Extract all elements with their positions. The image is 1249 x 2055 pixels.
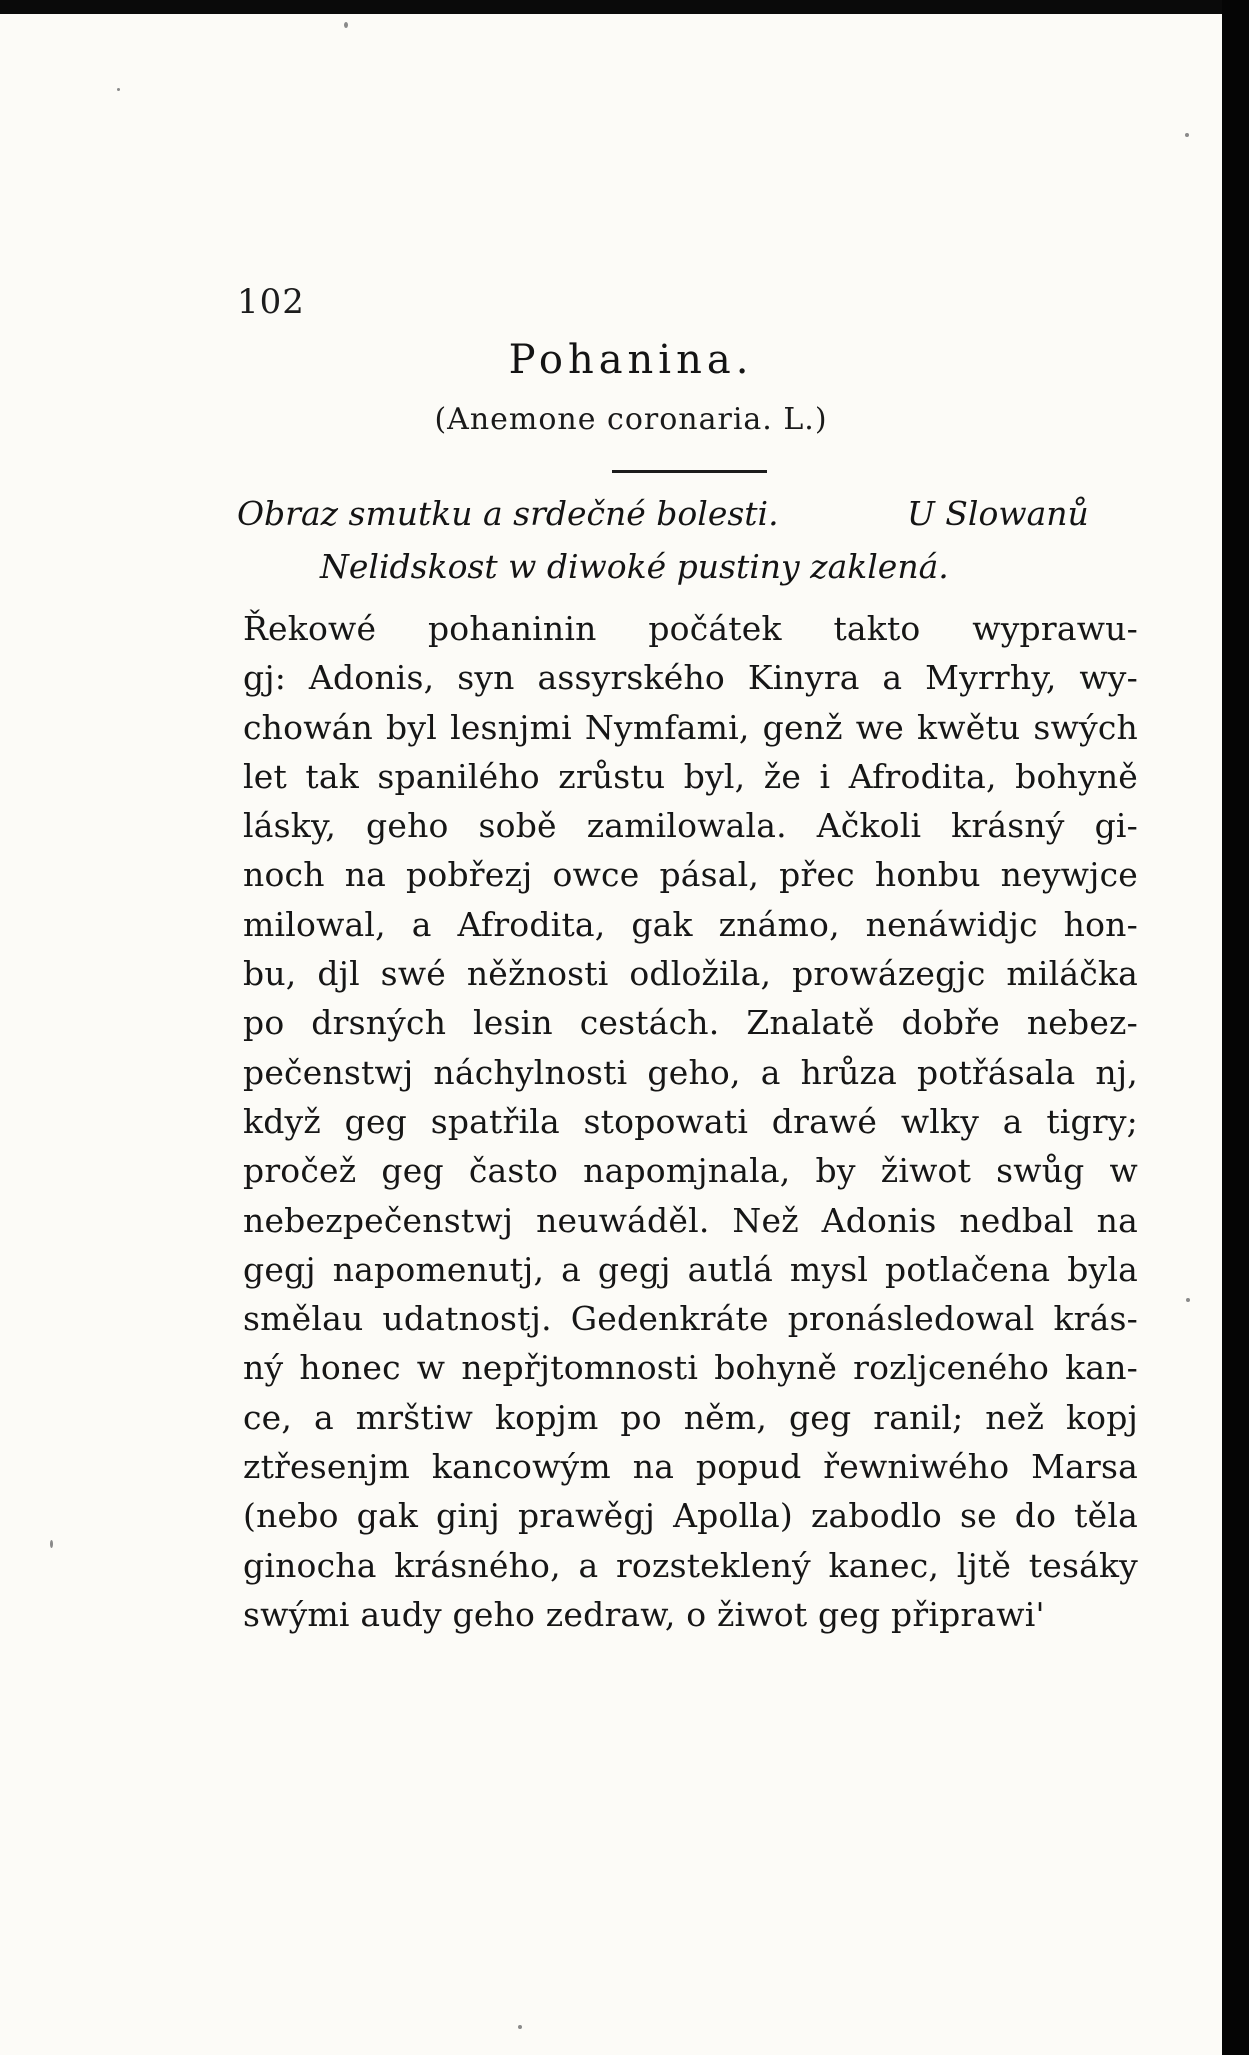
text-line: ce, a mrštiw kopjm po něm, geg ranil; než kopj — [243, 1397, 1138, 1437]
text-line: let tak spanilého zrůstu byl, že i Afrodita, bohyně — [243, 756, 1138, 796]
text-line: milowal, a Afrodita, gak známo, nenáwidjc hon- — [243, 904, 1138, 944]
text-line: ný honec w nepřjtomnosti bohyně rozljceného kan- — [243, 1348, 1138, 1388]
text-line: po drsných lesin cestách. Znalatě dobře nebez- — [243, 1003, 1138, 1043]
text-line: Řekowé pohaninin počátek takto wyprawu- — [243, 609, 1138, 648]
epigraph-line-1-right: U Slowanů — [907, 494, 1089, 533]
text-line: chowán byl lesnjmi Nymfami, genž we kwětu swých — [243, 707, 1138, 747]
text-line: ginocha krásného, a rozsteklený kanec, ljtě tesáky — [243, 1545, 1138, 1585]
divider-rule — [612, 470, 767, 473]
page-number: 102 — [237, 282, 305, 322]
paper-speck — [117, 88, 120, 91]
text-line: pečenstwj náchylnosti geho, a hrůza potřásala nj, — [243, 1052, 1138, 1092]
text-line: gegj napomenutj, a gegj autlá mysl potlačena byla — [243, 1249, 1138, 1289]
text-line: nebezpečenstwj neuwáděl. Než Adonis nedbal na — [243, 1200, 1138, 1240]
scan-top-edge — [0, 0, 1222, 14]
text-line: lásky, geho sobě zamilowala. Ačkoli krásný gi- — [243, 806, 1138, 846]
text-line: noch na pobřezj owce pásal, přec honbu neywjce — [243, 855, 1138, 895]
text-line: gj: Adonis, syn assyrského Kinyra a Myrrhy, wy- — [243, 658, 1138, 698]
text-line: (nebo gak ginj prawěgj Apolla) zabodlo se do těla — [243, 1496, 1138, 1536]
text-line: smělau udatnostj. Gedenkráte pronásledowal krás- — [243, 1299, 1138, 1339]
text-line: ztřesenjm kancowým na popud řewniwého Marsa — [243, 1447, 1138, 1487]
text-line: pročež geg často napomjnala, by žiwot swůg w — [243, 1151, 1138, 1191]
paper-speck — [518, 2025, 522, 2029]
body-paragraph — [243, 604, 1138, 1639]
epigraph-line-1-left: Obraz smutku a srdečné bolesti. — [237, 494, 779, 533]
text-line: bu, djl swé něžnosti odložila, prowázegjc miláčka — [243, 954, 1138, 994]
scan-binding-edge — [1222, 0, 1249, 2055]
section-title: Pohanina. — [508, 337, 754, 383]
paper-speck — [344, 22, 348, 28]
text-line: když geg spatřila stopowati drawé wlky a tigry; — [243, 1101, 1138, 1141]
text-line: swými audy geho zedraw, o žiwot geg připrawi' — [243, 1594, 1045, 1634]
paper-speck — [1185, 133, 1189, 137]
paper-speck — [1186, 1298, 1190, 1302]
latin-name: (Anemone coronaria. L.) — [434, 402, 828, 437]
paper-speck — [50, 1540, 53, 1548]
epigraph-line-2: Nelidskost w diwoké pustiny zaklená. — [320, 547, 949, 586]
